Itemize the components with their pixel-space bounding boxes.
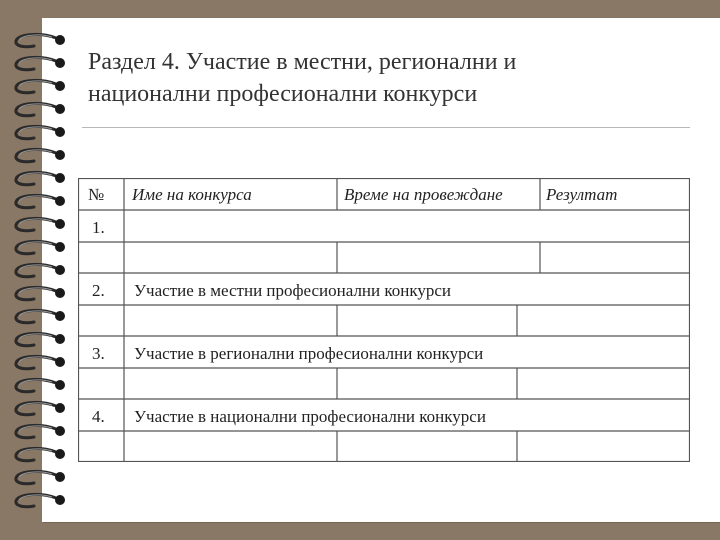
binding-ring-icon [16,103,65,115]
binding-ring-icon [16,494,65,506]
binding-ring-icon [16,264,65,276]
binding-ring-icon [16,402,65,414]
binding-ring-icon [16,379,65,391]
header-date-held: Време на провеждане [344,185,503,204]
header-number: № [88,185,105,204]
binding-ring-icon [16,195,65,207]
binding-ring-icon [16,80,65,92]
binding-ring-icon [16,333,65,345]
row-4-text: Участие в национални професионални конкурси [134,407,486,426]
competitions-table [78,178,690,462]
binding-ring-icon [16,218,65,230]
title-line-1: Раздел 4. Участие в местни, регионални и [88,49,517,75]
row-3-text: Участие в регионални професионални конкурси [134,344,484,363]
row-3-number: 3. [92,344,105,363]
row-2-text: Участие в местни професионални конкурси [134,281,452,300]
binding-ring-icon [16,126,65,138]
binding-ring-icon [16,310,65,322]
row-4-number: 4. [92,407,105,426]
binding-ring-icon [16,448,65,460]
header-result: Резултат [546,185,618,204]
binding-ring-icon [16,57,65,69]
row-1-number: 1. [92,218,105,237]
binding-ring-icon [16,172,65,184]
title-line-2: национални професионални конкурси [88,81,478,107]
binding-ring-icon [16,471,65,483]
binding-ring-icon [16,287,65,299]
binding-ring-icon [16,356,65,368]
binding-ring-icon [16,241,65,253]
row-2-number: 2. [92,281,105,300]
title-divider [82,127,690,128]
binding-ring-icon [16,425,65,437]
page-title [88,46,688,110]
header-competition-name: Име на конкурса [132,185,252,204]
spiral-binding-icon [0,0,80,540]
binding-ring-icon [16,34,65,46]
binding-ring-icon [16,149,65,161]
